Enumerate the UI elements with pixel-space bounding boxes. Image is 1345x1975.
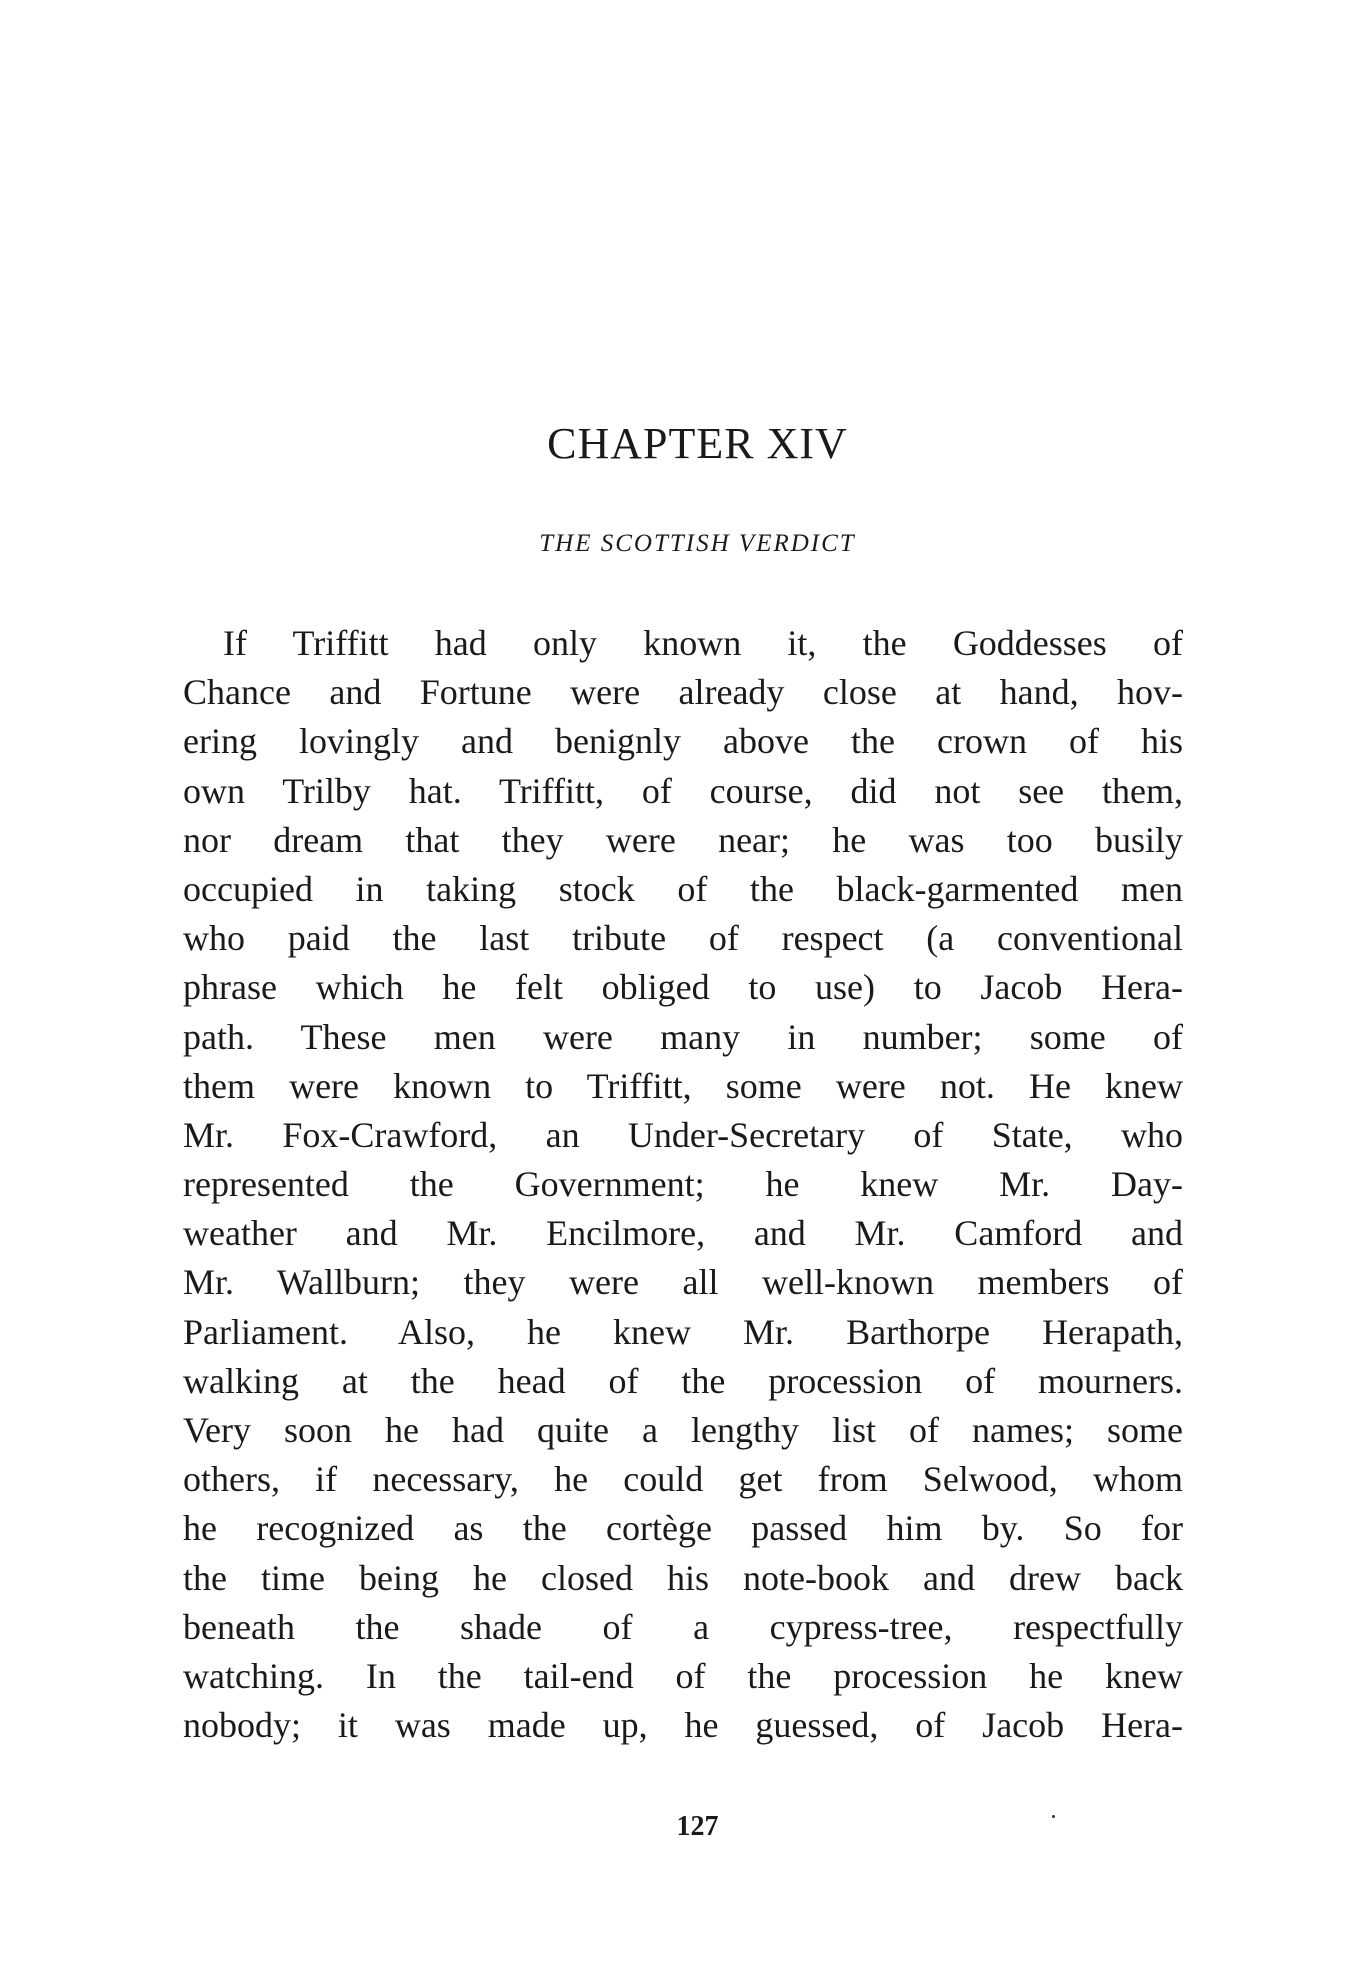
text-line: nor dream that they were near; he was too busily [183,819,1183,860]
text-line: others, if necessary, he could get from Selwood, whom [183,1459,1183,1500]
text-line: weather and Mr. Encilmore, and Mr. Camford and [183,1213,1183,1254]
text-line: Chance and Fortune were already close at hand, hov- [183,672,1183,713]
text-line: who paid the last tribute of respect (a conventional [183,918,1183,959]
text-line: Parliament. Also, he knew Mr. Barthorpe Herapath, [183,1311,1183,1352]
text-line: beneath the shade of a cypress-tree, respectfully [183,1606,1183,1647]
chapter-subtitle: THE SCOTTISH VERDICT [539,530,856,557]
text-line: Mr. Fox-Crawford, an Under-Secretary of State, who [183,1114,1183,1155]
text-line: he recognized as the cortège passed him by. So for [183,1508,1183,1549]
text-line: ering lovingly and benignly above the crown of his [183,721,1183,762]
page-number: 127 [676,1811,719,1842]
print-speck [1052,1815,1055,1818]
text-line: represented the Government; he knew Mr. Day- [183,1164,1183,1205]
text-line: the time being he closed his note-book and drew back [183,1557,1183,1598]
text-line: Mr. Wallburn; they were all well-known members of [183,1262,1183,1303]
chapter-title: CHAPTER XIV [547,419,848,468]
text-line: path. These men were many in number; some of [183,1016,1183,1057]
text-line: own Trilby hat. Triffitt, of course, did not see them, [183,770,1183,811]
text-line: occupied in taking stock of the black-garmented men [183,868,1183,909]
body-text [183,619,1183,1750]
text-line: If Triffitt had only known it, the Goddesses of [223,623,1183,663]
text-line: phrase which he felt obliged to use) to Jacob Hera- [183,967,1183,1008]
text-line: them were known to Triffitt, some were not. He knew [183,1065,1183,1106]
text-line: nobody; it was made up, he guessed, of Jacob Hera- [183,1705,1183,1746]
text-line: walking at the head of the procession of mourners. [183,1360,1183,1401]
text-line: Very soon he had quite a lengthy list of names; some [183,1410,1183,1450]
text-line: watching. In the tail-end of the procession he knew [183,1655,1183,1696]
